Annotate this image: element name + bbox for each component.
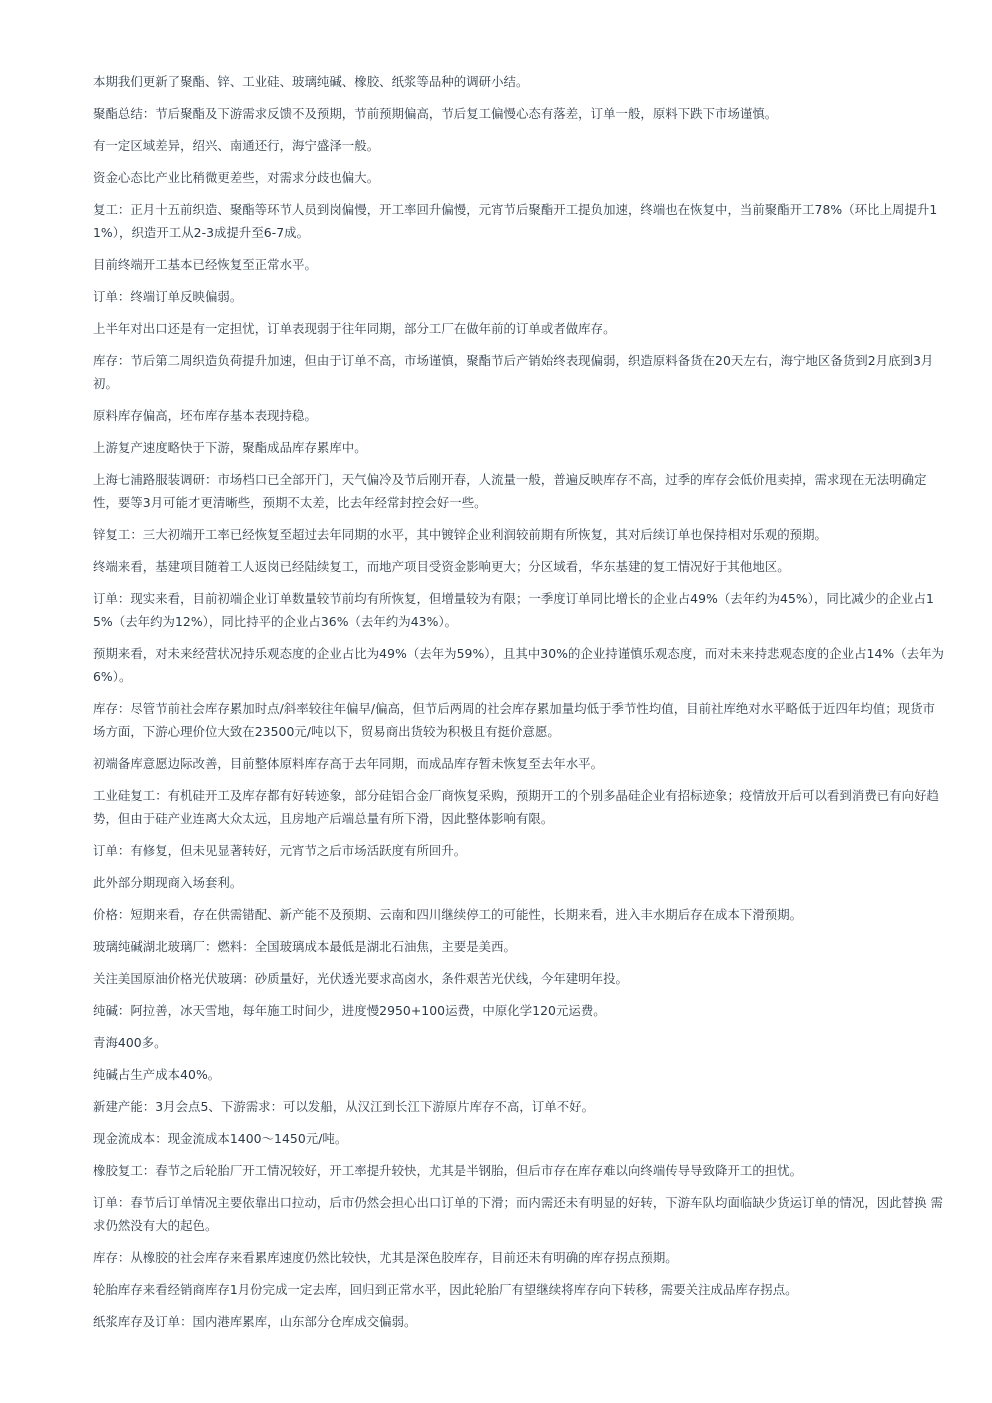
document-body [93, 70, 945, 1342]
paragraph-zinc-terminal: 终端来看，基建项目随着工人返岗已经陆续复工，而地产项目受资金影响更大；分区域看，华东基建的复工情况好于其他地区。 [93, 559, 790, 574]
paragraph-polyester-inventory: 库存：节后第二周织造负荷提升加速，但由于订单不高，市场谨慎，聚酯节后产销始终表现偏弱，织造原料备货在20天左右，海宁地区备货到2月底到3月初。 [93, 353, 934, 391]
paragraph-tire-inventory: 轮胎库存来看经销商库存1月份完成一定去库，回归到正常水平，因此轮胎厂有望继续将库存向下转移，需要关注成品库存拐点。 [93, 1282, 798, 1297]
paragraph-soda-ash: 纯碱：阿拉善，冰天雪地，每年施工时间少，进度慢2950+100运费，中原化学120元运费。 [93, 1003, 606, 1018]
paragraph-zinc-orders: 订单：现实来看，目前初端企业订单数量较节前均有所恢复，但增量较为有限；一季度订单同比增长的企业占49%（去年约为45%），同比减少的企业占15%（去年约为12%），同比持平的企业占36%（去年约为43%）。 [93, 591, 934, 629]
paragraph-zinc-stocking: 初端备库意愿边际改善，目前整体原料库存高于去年同期，而成品库存暂未恢复至去年水平。 [93, 756, 604, 771]
paragraph-cash-flow-cost: 现金流成本：现金流成本1400～1450元/吨。 [93, 1131, 348, 1146]
paragraph-rubber-orders: 订单：春节后订单情况主要依靠出口拉动，后市仍然会担心出口订单的下滑；而内需还未有明显的好转，下游车队均面临缺少货运订单的情况，因此替换 需求仍然没有大的起色。 [93, 1195, 943, 1233]
paragraph-qinghai: 青海400多。 [93, 1035, 167, 1050]
paragraph-glass-hubei: 玻璃纯碱湖北玻璃厂：燃料：全国玻璃成本最低是湖北石油焦，主要是美西。 [93, 939, 516, 954]
paragraph-intro: 本期我们更新了聚酯、锌、工业硅、玻璃纯碱、橡胶、纸浆等品种的调研小结。 [93, 74, 529, 89]
paragraph-capital-sentiment: 资金心态比产业比稍微更差些，对需求分歧也偏大。 [93, 170, 380, 185]
paragraph-new-capacity: 新建产能：3月会点5、下游需求：可以发船，从汉江到长江下游原片库存不高，订单不好。 [93, 1099, 595, 1114]
paragraph-rubber-inventory: 库存：从橡胶的社会库存来看累库速度仍然比较快，尤其是深色胶库存，目前还未有明确的库存拐点预期。 [93, 1250, 678, 1265]
paragraph-pulp-inventory: 纸浆库存及订单：国内港库累库，山东部分仓库成交偏弱。 [93, 1314, 417, 1329]
paragraph-silicon-orders: 订单：有修复，但未见显著转好，元宵节之后市场活跃度有所回升。 [93, 843, 467, 858]
paragraph-zinc-inventory: 库存：尽管节前社会库存累加时点/斜率较往年偏早/偏高，但节后两周的社会库存累加量均低于季节性均值，目前社库绝对水平略低于近四年均值；现货市场方面，下游心理价位大致在23500元/吨以下，贸易商出货较为积极且有挺价意愿。 [93, 701, 935, 739]
paragraph-zinc-expectations: 预期来看，对未来经营状况持乐观态度的企业占比为49%（去年为59%），且其中30%的企业持谨慎乐观态度，而对未来持悲观态度的企业占14%（去年为6%）。 [93, 646, 944, 684]
paragraph-arbitrage: 此外部分期现商入场套利。 [93, 875, 243, 890]
paragraph-soda-cost-share: 纯碱占生产成本40%。 [93, 1067, 221, 1082]
paragraph-silicon-price: 价格：短期来看，存在供需错配、新产能不及预期、云南和四川继续停工的可能性，长期来看，进入丰水期后存在成本下滑预期。 [93, 907, 803, 922]
paragraph-terminal-operation: 目前终端开工基本已经恢复至正常水平。 [93, 257, 317, 272]
paragraph-silicon-resumption: 工业硅复工：有机硅开工及库存都有好转迹象，部分硅铝合金厂商恢复采购，预期开工的个别多晶硅企业有招标迹象；疫情放开后可以看到消费已有向好趋势，但由于硅产业连离大众太远，且房地产后端总量有所下滑，因此整体影响有限。 [93, 788, 939, 826]
paragraph-polyester-orders: 订单：终端订单反映偏弱。 [93, 289, 243, 304]
paragraph-zinc-resumption: 锌复工：三大初端开工率已经恢复至超过去年同期的水平，其中镀锌企业利润较前期有所恢复，其对后续订单也保持相对乐观的预期。 [93, 527, 827, 542]
paragraph-polyester-summary: 聚酯总结：节后聚酯及下游需求反馈不及预期，节前预期偏高，节后复工偏慢心态有落差，订单一般，原料下跌下市场谨慎。 [93, 106, 778, 121]
paragraph-regional-difference: 有一定区域差异，绍兴、南通还行，海宁盛泽一般。 [93, 138, 380, 153]
paragraph-export-concern: 上半年对出口还是有一定担忧，订单表现弱于往年同期，部分工厂在做年前的订单或者做库存。 [93, 321, 616, 336]
paragraph-pv-glass: 关注美国原油价格光伏玻璃：砂质量好，光伏透光要求高卤水，条件艰苦光伏线，今年建明年投。 [93, 971, 628, 986]
paragraph-shanghai-survey: 上海七浦路服装调研：市场档口已全部开门，天气偏冷及节后刚开春，人流量一般，普遍反映库存不高，过季的库存会低价甩卖掉，需求现在无法明确定性，要等3月可能才更清晰些，预期不太差，比去年经常封控会好一些。 [93, 472, 927, 510]
paragraph-polyester-resumption: 复工：正月十五前织造、聚酯等环节人员到岗偏慢，开工率回升偏慢，元宵节后聚酯开工提负加速，终端也在恢复中，当前聚酯开工78%（环比上周提升11%），织造开工从2-3成提升至6-7成。 [93, 202, 938, 240]
paragraph-raw-material-inventory: 原料库存偏高，坯布库存基本表现持稳。 [93, 408, 317, 423]
paragraph-rubber-resumption: 橡胶复工：春节之后轮胎厂开工情况较好，开工率提升较快，尤其是半钢胎，但后市存在库存难以向终端传导导致降开工的担忧。 [93, 1163, 803, 1178]
paragraph-upstream-recovery: 上游复产速度略快于下游，聚酯成品库存累库中。 [93, 440, 367, 455]
